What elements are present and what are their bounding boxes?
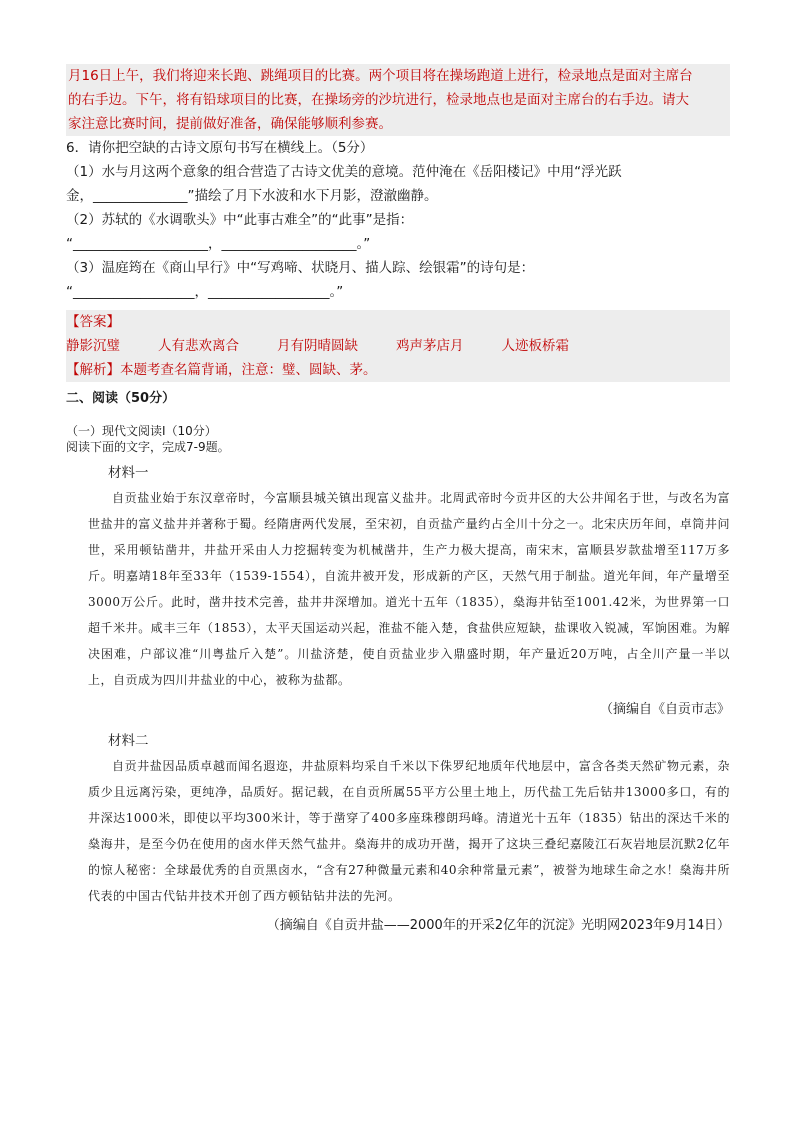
answer-label: 【答案】: [66, 314, 120, 330]
material-2-source: （摘编自《自贡井盐——2000年的开采2亿年的沉淀》光明网2023年9月14日）: [266, 918, 730, 933]
intro-passage: [66, 64, 730, 136]
document-page: [66, 64, 730, 945]
material-1-title: 材料一: [108, 465, 149, 481]
instructions: 阅读下面的文字，完成7-9题。: [66, 440, 230, 454]
answer-item: 人迹板桥霜: [501, 338, 569, 354]
question-title: 6．请你把空缺的古诗文原句书写在横线上。（5分）: [66, 140, 374, 156]
question-text: “____________________，____________________。”: [66, 236, 371, 252]
material-2-title: 材料二: [108, 733, 149, 749]
question-text: （2）苏轼的《水调歌头》中“此事古难全”的“此事”是指：: [66, 212, 414, 228]
subsection-title: （一）现代文阅读Ⅰ（10分）: [66, 424, 217, 438]
answer-block: [66, 310, 730, 382]
question-text: （3）温庭筠在《商山早行》中“写鸡啼、状晓月、描人踪、绘银霜”的诗句是：: [66, 260, 535, 276]
question-6: [66, 136, 730, 304]
question-text: （1）水与月这两个意象的组合营造了古诗文优美的意境。范仲淹在《岳阳楼记》中用“浮光跃: [66, 164, 622, 180]
section-title: 二、阅读（50分）: [66, 391, 176, 406]
answer-item: 静影沉璧: [66, 338, 120, 354]
material-1-source: （摘编自《自贡市志》: [599, 702, 730, 717]
material-2-text: 自贡井盐因品质卓越而闻名遐迩，井盐原料均采自千米以下侏罗纪地质年代地层中，富含各类天然矿物元素，杂质少且远离污染，更纯净，品质好。据记载，在自贡所属55平方公里土地上，历代盐工先后钻井13000多口，有的井深达1000米，即使以平均300米计，等于凿穿了400多座珠穆朗玛峰。清道光十五年（1835）钻出的深达千米的燊海井，是至今仍在使用的卤水伴天然气盐井。燊海井的成功开凿，揭开了这块三叠纪嘉陵江石灰岩地层沉默2亿年的惊人秘密：全球最优秀的自贡黑卤水，“含有27种微量元素和40余种常量元素”，被誉为地球生命之水！燊海井所代表的中国古代钻井技术开创了西方顿钻钻井法的先河。: [88, 759, 730, 903]
answer-item: 鸡声茅店月: [396, 338, 464, 354]
material-1-text: 自贡盐业始于东汉章帝时，今富顺县城关镇出现富义盐井。北周武帝时今贡井区的大公井闻名于世，与改名为富世盐井的富义盐井并著称于蜀。经隋唐两代发展，至宋初，自贡盐产量约占全川十分之一。北宋庆历年间，卓筒井问世，采用顿钻凿井，井盐开采由人力挖掘转变为机械凿井，生产力极大提高，南宋末，富顺县岁款盐增至117万多斤。明嘉靖18年至33年（1539-1554），自流井被开发，形成新的产区，天然气用于制盐。道光年间，年产量增至3000万公斤。此时，凿井技术完善，盐井井深增加。道光十五年（1835），燊海井钻至1001.42米，为世界第一口超千米井。咸丰三年（1853），太平天国运动兴起，淮盐不能入楚，食盐供应短缺，盐课收入锐减，军饷困难。为解决困难，户部议准“川粤盐斤入楚”。川盐济楚，使自贡盐业步入鼎盛时期，年产量近20万吨，占全川产量一半以上，自贡成为四川井盐业的中心，被称为盐都。: [88, 491, 730, 687]
analysis-text: 【解析】本题考查名篇背诵，注意：璧、圆缺、茅。: [66, 362, 377, 378]
intro-line: 的右手边。下午，将有铅球项目的比赛，在操场旁的沙坑进行，检录地点也是面对主席台的右手边。请大: [68, 92, 689, 108]
question-text: “__________________，__________________。”: [66, 284, 344, 300]
answer-item: 月有阴晴圆缺: [277, 338, 358, 354]
answer-item: 人有悲欢离合: [158, 338, 239, 354]
intro-line: 家注意比赛时间，提前做好准备，确保能够顺利参赛。: [68, 116, 392, 132]
intro-line: 月16日上午，我们将迎来长跑、跳绳项目的比赛。两个项目将在操场跑道上进行，检录地点是面对主席台: [68, 68, 693, 84]
question-text: 金，______________”描绘了月下水波和水下月影，澄澈幽静。: [66, 188, 438, 204]
answer-items: [66, 334, 730, 358]
